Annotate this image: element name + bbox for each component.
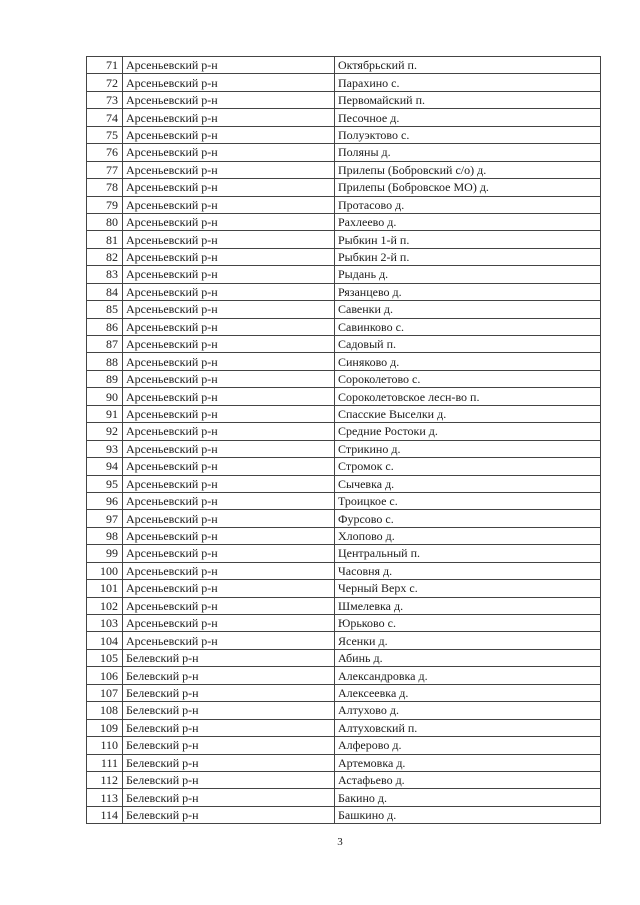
- table-row: [87, 57, 601, 74]
- table-row: [87, 580, 601, 597]
- row-number: 71: [87, 57, 123, 74]
- place-cell: Стромок с.: [335, 458, 601, 475]
- district-cell: Белевский р-н: [123, 806, 335, 823]
- row-number: 76: [87, 144, 123, 161]
- table-row: [87, 649, 601, 666]
- table-row: [87, 266, 601, 283]
- place-cell: Бакино д.: [335, 789, 601, 806]
- place-cell: Алферово д.: [335, 737, 601, 754]
- place-cell: Астафьево д.: [335, 771, 601, 788]
- place-cell: Поляны д.: [335, 144, 601, 161]
- place-cell: Сороколетовское лесн-во п.: [335, 388, 601, 405]
- district-cell: Арсеньевский р-н: [123, 318, 335, 335]
- place-cell: Юрьково с.: [335, 615, 601, 632]
- district-cell: Белевский р-н: [123, 771, 335, 788]
- district-cell: Белевский р-н: [123, 649, 335, 666]
- table-row: [87, 423, 601, 440]
- place-cell: Хлопово д.: [335, 527, 601, 544]
- row-number: 114: [87, 806, 123, 823]
- district-cell: Арсеньевский р-н: [123, 91, 335, 108]
- table-row: [87, 737, 601, 754]
- row-number: 73: [87, 91, 123, 108]
- row-number: 98: [87, 527, 123, 544]
- row-number: 88: [87, 353, 123, 370]
- district-cell: Белевский р-н: [123, 754, 335, 771]
- place-cell: Алексеевка д.: [335, 684, 601, 701]
- table-row: [87, 597, 601, 614]
- place-cell: Спасские Выселки д.: [335, 405, 601, 422]
- table-row: [87, 301, 601, 318]
- district-cell: Белевский р-н: [123, 702, 335, 719]
- row-number: 74: [87, 109, 123, 126]
- table-row: [87, 109, 601, 126]
- district-cell: Арсеньевский р-н: [123, 179, 335, 196]
- district-cell: Арсеньевский р-н: [123, 57, 335, 74]
- row-number: 109: [87, 719, 123, 736]
- row-number: 92: [87, 423, 123, 440]
- table-row: [87, 353, 601, 370]
- table-row: [87, 527, 601, 544]
- district-cell: Арсеньевский р-н: [123, 440, 335, 457]
- table-row: [87, 771, 601, 788]
- row-number: 80: [87, 213, 123, 230]
- table-row: [87, 231, 601, 248]
- district-cell: Арсеньевский р-н: [123, 388, 335, 405]
- row-number: 104: [87, 632, 123, 649]
- table-row: [87, 405, 601, 422]
- row-number: 93: [87, 440, 123, 457]
- table-row: [87, 667, 601, 684]
- place-cell: Сороколетово с.: [335, 370, 601, 387]
- row-number: 111: [87, 754, 123, 771]
- district-cell: Арсеньевский р-н: [123, 266, 335, 283]
- table-row: [87, 161, 601, 178]
- district-cell: Арсеньевский р-н: [123, 423, 335, 440]
- district-cell: Белевский р-н: [123, 684, 335, 701]
- row-number: 81: [87, 231, 123, 248]
- table-row: [87, 283, 601, 300]
- place-cell: Октябрьский п.: [335, 57, 601, 74]
- table-row: [87, 74, 601, 91]
- table-row: [87, 806, 601, 823]
- district-cell: Арсеньевский р-н: [123, 283, 335, 300]
- row-number: 79: [87, 196, 123, 213]
- row-number: 78: [87, 179, 123, 196]
- table-row: [87, 492, 601, 509]
- row-number: 72: [87, 74, 123, 91]
- row-number: 96: [87, 492, 123, 509]
- table-row: [87, 126, 601, 143]
- row-number: 77: [87, 161, 123, 178]
- district-cell: Арсеньевский р-н: [123, 458, 335, 475]
- table-row: [87, 789, 601, 806]
- row-number: 90: [87, 388, 123, 405]
- place-cell: Савенки д.: [335, 301, 601, 318]
- district-cell: Арсеньевский р-н: [123, 353, 335, 370]
- place-cell: Фурсово с.: [335, 510, 601, 527]
- place-cell: Башкино д.: [335, 806, 601, 823]
- place-cell: Парахино с.: [335, 74, 601, 91]
- row-number: 99: [87, 545, 123, 562]
- table-row: [87, 475, 601, 492]
- place-cell: Прилепы (Бобровское МО) д.: [335, 179, 601, 196]
- district-cell: Арсеньевский р-н: [123, 632, 335, 649]
- place-cell: Полуэктово с.: [335, 126, 601, 143]
- row-number: 108: [87, 702, 123, 719]
- place-cell: Синяково д.: [335, 353, 601, 370]
- district-cell: Арсеньевский р-н: [123, 475, 335, 492]
- place-cell: Рыдань д.: [335, 266, 601, 283]
- page-number: 3: [337, 836, 343, 848]
- place-cell: Александровка д.: [335, 667, 601, 684]
- row-number: 75: [87, 126, 123, 143]
- row-number: 87: [87, 336, 123, 353]
- row-number: 86: [87, 318, 123, 335]
- table-row: [87, 248, 601, 265]
- row-number: 95: [87, 475, 123, 492]
- place-cell: Савинково с.: [335, 318, 601, 335]
- row-number: 91: [87, 405, 123, 422]
- district-cell: Арсеньевский р-н: [123, 196, 335, 213]
- place-cell: Рахлеево д.: [335, 213, 601, 230]
- place-cell: Прилепы (Бобровский с/о) д.: [335, 161, 601, 178]
- district-cell: Арсеньевский р-н: [123, 492, 335, 509]
- district-cell: Арсеньевский р-н: [123, 545, 335, 562]
- place-cell: Артемовка д.: [335, 754, 601, 771]
- place-cell: Ясенки д.: [335, 632, 601, 649]
- place-cell: Рязанцево д.: [335, 283, 601, 300]
- district-cell: Белевский р-н: [123, 789, 335, 806]
- district-cell: Арсеньевский р-н: [123, 527, 335, 544]
- district-cell: Арсеньевский р-н: [123, 109, 335, 126]
- table-row: [87, 615, 601, 632]
- place-cell: Первомайский п.: [335, 91, 601, 108]
- table-row: [87, 684, 601, 701]
- place-cell: Рыбкин 2-й п.: [335, 248, 601, 265]
- row-number: 102: [87, 597, 123, 614]
- place-cell: Рыбкин 1-й п.: [335, 231, 601, 248]
- district-cell: Арсеньевский р-н: [123, 510, 335, 527]
- row-number: 110: [87, 737, 123, 754]
- table-row: [87, 458, 601, 475]
- district-cell: Арсеньевский р-н: [123, 615, 335, 632]
- district-cell: Арсеньевский р-н: [123, 74, 335, 91]
- table-row: [87, 318, 601, 335]
- row-number: 83: [87, 266, 123, 283]
- row-number: 84: [87, 283, 123, 300]
- table-row: [87, 213, 601, 230]
- table-row: [87, 545, 601, 562]
- place-cell: Стрикино д.: [335, 440, 601, 457]
- place-cell: Абинь д.: [335, 649, 601, 666]
- row-number: 112: [87, 771, 123, 788]
- district-cell: Арсеньевский р-н: [123, 370, 335, 387]
- row-number: 103: [87, 615, 123, 632]
- place-cell: Алтуховский п.: [335, 719, 601, 736]
- district-cell: Арсеньевский р-н: [123, 405, 335, 422]
- district-cell: Арсеньевский р-н: [123, 248, 335, 265]
- district-cell: Арсеньевский р-н: [123, 336, 335, 353]
- row-number: 113: [87, 789, 123, 806]
- district-cell: Арсеньевский р-н: [123, 144, 335, 161]
- district-cell: Арсеньевский р-н: [123, 231, 335, 248]
- row-number: 101: [87, 580, 123, 597]
- district-cell: Белевский р-н: [123, 667, 335, 684]
- row-number: 89: [87, 370, 123, 387]
- place-cell: Троицкое с.: [335, 492, 601, 509]
- row-number: 97: [87, 510, 123, 527]
- district-cell: Арсеньевский р-н: [123, 213, 335, 230]
- table-row: [87, 754, 601, 771]
- row-number: 85: [87, 301, 123, 318]
- place-cell: Средние Ростоки д.: [335, 423, 601, 440]
- district-cell: Арсеньевский р-н: [123, 597, 335, 614]
- table-row: [87, 440, 601, 457]
- row-number: 106: [87, 667, 123, 684]
- row-number: 100: [87, 562, 123, 579]
- table-row: [87, 702, 601, 719]
- place-cell: Центральный п.: [335, 545, 601, 562]
- table-row: [87, 91, 601, 108]
- table-row: [87, 179, 601, 196]
- district-cell: Арсеньевский р-н: [123, 580, 335, 597]
- table-row: [87, 144, 601, 161]
- place-cell: Протасово д.: [335, 196, 601, 213]
- place-cell: Черный Верх с.: [335, 580, 601, 597]
- table-row: [87, 336, 601, 353]
- place-cell: Сычевка д.: [335, 475, 601, 492]
- place-cell: Песочное д.: [335, 109, 601, 126]
- district-cell: Белевский р-н: [123, 737, 335, 754]
- table-row: [87, 719, 601, 736]
- district-cell: Белевский р-н: [123, 719, 335, 736]
- places-table: [86, 56, 601, 824]
- place-cell: Садовый п.: [335, 336, 601, 353]
- table-row: [87, 562, 601, 579]
- district-cell: Арсеньевский р-н: [123, 562, 335, 579]
- district-cell: Арсеньевский р-н: [123, 301, 335, 318]
- table-row: [87, 196, 601, 213]
- table-row: [87, 632, 601, 649]
- place-cell: Часовня д.: [335, 562, 601, 579]
- table-row: [87, 388, 601, 405]
- place-cell: Шмелевка д.: [335, 597, 601, 614]
- district-cell: Арсеньевский р-н: [123, 126, 335, 143]
- district-cell: Арсеньевский р-н: [123, 161, 335, 178]
- table-row: [87, 370, 601, 387]
- row-number: 107: [87, 684, 123, 701]
- place-cell: Алтухово д.: [335, 702, 601, 719]
- table-row: [87, 510, 601, 527]
- row-number: 105: [87, 649, 123, 666]
- table-body: [87, 57, 601, 824]
- row-number: 82: [87, 248, 123, 265]
- row-number: 94: [87, 458, 123, 475]
